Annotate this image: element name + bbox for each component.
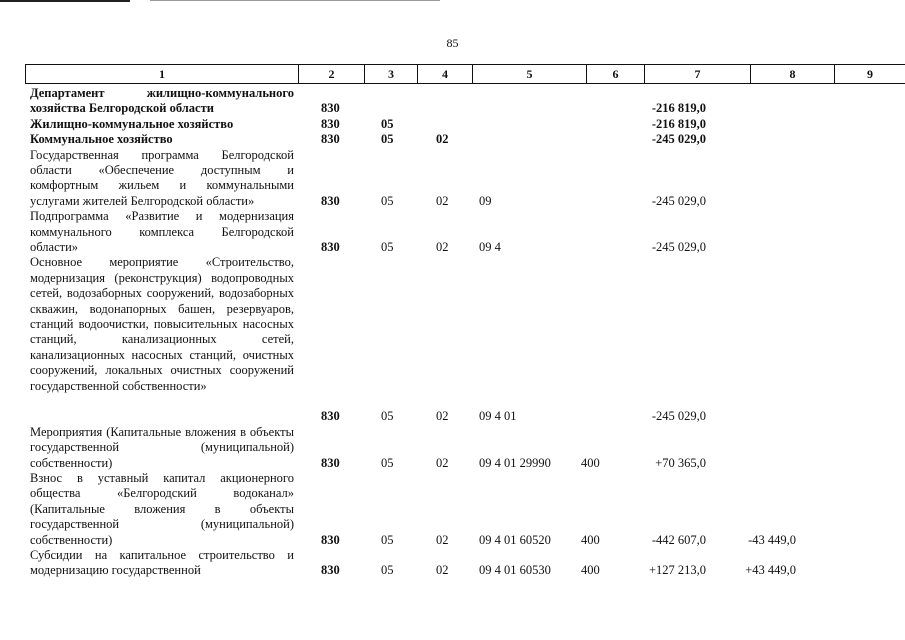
- column-header-5: 5: [473, 65, 587, 84]
- table-row: [0, 148, 905, 210]
- row-description: Департамент жилищно-коммунального хозяйства Белгородской области: [30, 86, 294, 116]
- table-row: [0, 425, 905, 471]
- row-amount-change: -245 029,0: [651, 193, 706, 208]
- column-header-6: 6: [587, 65, 645, 84]
- row-description: Основное мероприятие «Строительство, модернизация (реконструкция) водопроводных сетей, водозаборных сооружений, водозаборных скважин, водонапорных башен, резервуаров, станций водоочистки, повысительных насосных станций, канализационных сетей, канализационных насосных станций, очистных сооружений, локальных очистных сооружений государственной собственности»: [30, 255, 294, 393]
- column-header-1: 1: [26, 65, 299, 84]
- row-description: Субсидии на капитальное строительство и модернизацию государственной: [30, 547, 294, 578]
- row-amount-change: +70 365,0: [655, 455, 706, 470]
- row-expense-type: 400: [581, 455, 600, 470]
- row-admin-code: 830: [321, 193, 340, 208]
- row-section: 05: [381, 563, 394, 578]
- column-header-9: 9: [835, 65, 905, 84]
- row-expense-type: 400: [581, 563, 600, 578]
- column-header-4: 4: [418, 65, 473, 84]
- row-section: 05: [381, 455, 394, 470]
- row-description: Государственная программа Белгородской области «Обеспечение доступным и комфортным жильем и коммунальными услугами жителей Белгородской области»: [30, 147, 294, 208]
- row-subsection: 02: [436, 132, 449, 147]
- table-row: [0, 209, 905, 255]
- row-description: Жилищно-коммунальное хозяйство: [30, 116, 234, 131]
- row-subsection: 02: [436, 239, 449, 254]
- table-row: [0, 255, 905, 424]
- column-header-8: 8: [751, 65, 835, 84]
- row-amount-change: -245 029,0: [651, 409, 706, 424]
- table-row: [0, 117, 905, 132]
- row-amount-change-next: +43 449,0: [745, 563, 796, 578]
- row-target-article: 09 4 01 60530: [479, 563, 551, 578]
- row-admin-code: 830: [321, 532, 340, 547]
- row-section: 05: [381, 132, 394, 147]
- row-target-article: 09 4 01 29990: [479, 455, 551, 470]
- column-header-2: 2: [299, 65, 365, 84]
- row-description: Взнос в уставный капитал акционерного общества «Белгородский водоканал» (Капитальные вложения в объекты государственной (муниципальной) собственности): [30, 470, 294, 547]
- row-description: Подпрограмма «Развитие и модернизация коммунального комплекса Белгородской области»: [30, 209, 294, 254]
- scan-artifact-line: [150, 0, 440, 1]
- table-row: [0, 471, 905, 548]
- row-amount-change: -216 819,0: [651, 116, 706, 131]
- row-subsection: 02: [436, 563, 449, 578]
- row-subsection: 02: [436, 193, 449, 208]
- row-target-article: 09 4 01: [479, 409, 517, 424]
- row-amount-change-next: -43 449,0: [748, 532, 796, 547]
- row-description: Коммунальное хозяйство: [30, 132, 173, 147]
- table-row: [0, 132, 905, 147]
- row-admin-code: 830: [321, 132, 340, 147]
- row-section: 05: [381, 193, 394, 208]
- row-amount-change: -245 029,0: [651, 239, 706, 254]
- scan-artifact-line: [0, 0, 130, 2]
- row-admin-code: 830: [321, 563, 340, 578]
- column-header-row: [26, 65, 905, 84]
- row-target-article: 09 4: [479, 239, 501, 254]
- column-header-7: 7: [645, 65, 751, 84]
- row-amount-change: -245 029,0: [651, 132, 706, 147]
- row-expense-type: 400: [581, 532, 600, 547]
- row-amount-change: -442 607,0: [651, 532, 706, 547]
- row-section: 05: [381, 239, 394, 254]
- row-target-article: 09: [479, 193, 492, 208]
- row-target-article: 09 4 01 60520: [479, 532, 551, 547]
- row-section: 05: [381, 532, 394, 547]
- row-admin-code: 830: [321, 101, 340, 116]
- column-header-table: [25, 64, 905, 84]
- row-admin-code: 830: [321, 239, 340, 254]
- row-admin-code: 830: [321, 455, 340, 470]
- table-body: [0, 86, 905, 579]
- row-subsection: 02: [436, 409, 449, 424]
- row-admin-code: 830: [321, 409, 340, 424]
- page-number: 85: [446, 36, 459, 50]
- row-section: 05: [381, 116, 394, 131]
- table-row: [0, 548, 905, 579]
- table-row: [0, 86, 905, 117]
- row-description: Мероприятия (Капитальные вложения в объекты государственной (муниципальной) собственности): [30, 424, 294, 470]
- row-subsection: 02: [436, 532, 449, 547]
- column-header-3: 3: [365, 65, 418, 84]
- row-section: 05: [381, 409, 394, 424]
- row-amount-change: +127 213,0: [648, 563, 706, 578]
- row-amount-change: -216 819,0: [651, 101, 706, 116]
- row-admin-code: 830: [321, 116, 340, 131]
- row-subsection: 02: [436, 455, 449, 470]
